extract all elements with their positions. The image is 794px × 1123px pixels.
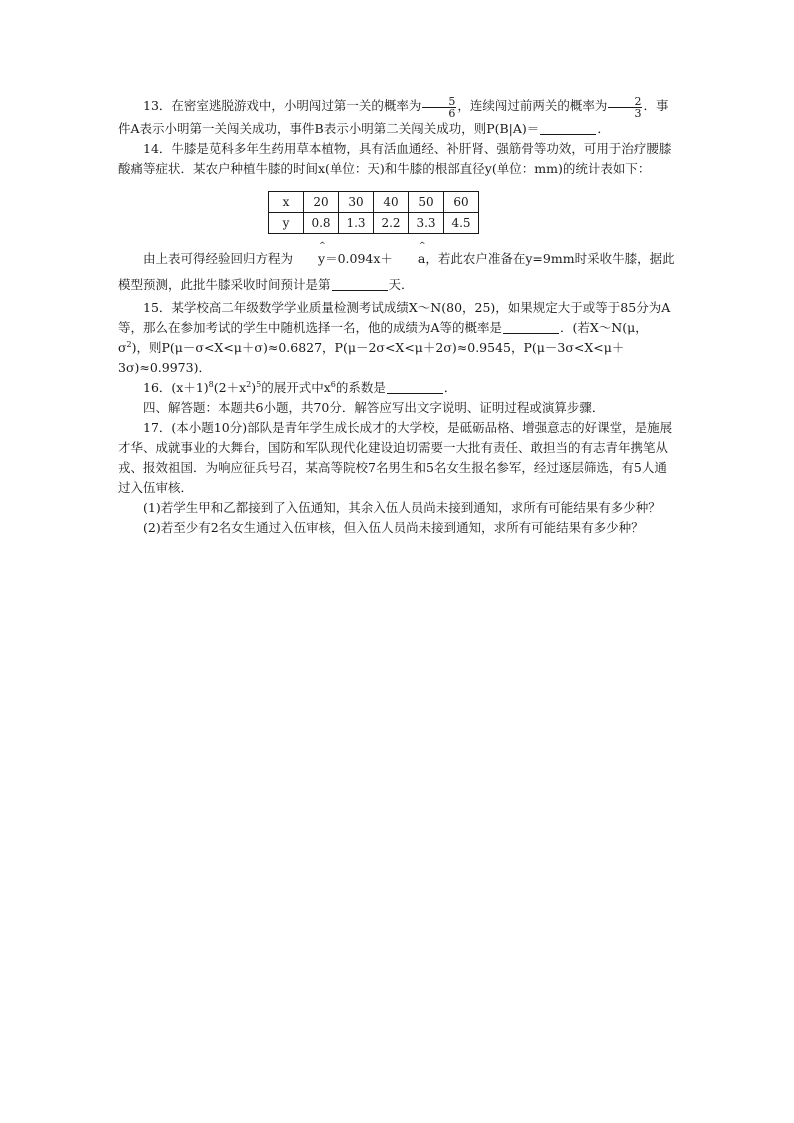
table-cell: 2.2 bbox=[374, 213, 409, 234]
table-cell: 4.5 bbox=[444, 213, 479, 234]
q16-text-d: 的展开式中x bbox=[261, 380, 331, 395]
table-cell: 20 bbox=[304, 192, 339, 213]
q16-sup-1: 8 bbox=[208, 380, 214, 389]
q13-text-c: ．事件A表示小明第一关闯关成功，事件B表示小明第二关闯关成功，则P(B|A)＝ bbox=[118, 98, 669, 136]
q15-text-c: )，则P(μ－σ<X<μ＋σ)≈0.6827，P(μ－2σ<X<μ＋2σ)≈0.9545，P(μ－3σ<X<μ＋3σ)≈0.9973)． bbox=[118, 340, 625, 375]
table-cell-label: x bbox=[269, 192, 304, 213]
q13-text-b: ，连续闯过前两关的概率为 bbox=[457, 98, 608, 113]
question-17-part-2: (2)若至少有2名女生通过入伍审核，但入伍人员尚未接到通知，求所有可能结果有多少种？ bbox=[143, 520, 644, 535]
question-16 bbox=[118, 378, 678, 398]
fraction-two-thirds: $\frac{2}{3}$ bbox=[608, 96, 642, 119]
q14-follow-c: 天． bbox=[388, 277, 414, 292]
q15-answer-blank bbox=[503, 321, 559, 334]
table-cell: 1.3 bbox=[339, 213, 374, 234]
table-row bbox=[269, 213, 479, 234]
q13-answer-blank bbox=[540, 122, 596, 135]
q13-text-a: 13．在密室逃脱游戏中，小明闯过第一关的概率为 bbox=[143, 98, 422, 113]
table-cell: 3.3 bbox=[409, 213, 444, 234]
q16-text-b: (2＋x bbox=[213, 380, 247, 395]
q15-text-a: 15．某学校高二年级数学学业质量检测考试成绩X～N(80，25)，如果规定大于或等于85分为A等，那么在参加考试的学生中随机选择一名，他的成绩为A等的概率是 bbox=[118, 300, 671, 335]
question-17-part-1: (1)若学生甲和乙都接到了入伍通知，其余入伍人员尚未接到通知，求所有可能结果有多少种？ bbox=[143, 500, 661, 515]
table-row bbox=[269, 192, 479, 213]
q16-text-c: ) bbox=[251, 380, 257, 395]
section-heading: 四、解答题：本题共6小题，共70分．解答应写出文字说明、证明过程或演算步骤． bbox=[143, 400, 605, 415]
table-cell: 60 bbox=[444, 192, 479, 213]
document-page bbox=[118, 96, 678, 538]
q16-text-e: 的系数是 bbox=[335, 380, 386, 395]
question-14-intro: 14．牛膝是苋科多年生药用草本植物，具有活血通经、补肝肾、强筋骨等功效，可用于治疗腰膝酸痛等症状．某农户种植牛膝的时间x(单位：天)和牛膝的根部直径y(单位：mm)的统计表如下： bbox=[118, 141, 672, 176]
q14-eq-mid: ＝0.094x＋ bbox=[325, 251, 393, 266]
table-cell: 40 bbox=[374, 192, 409, 213]
q14-follow-b: ，若此农户准备在y=9mm时采收牛膝，据此模型预测，此批牛膝采收时间预计是第 bbox=[118, 251, 675, 292]
q16-sup-4: 6 bbox=[330, 380, 336, 389]
q16-text-f: ． bbox=[443, 380, 457, 395]
table-cell-label: y bbox=[269, 213, 304, 234]
a-hat: ^ a bbox=[393, 246, 425, 272]
q16-answer-blank bbox=[387, 381, 443, 394]
table-cell: 50 bbox=[409, 192, 444, 213]
q15-sup: 2 bbox=[126, 340, 132, 349]
question-13 bbox=[118, 96, 678, 139]
q14-answer-blank bbox=[332, 278, 388, 291]
y-hat: ^ y bbox=[293, 246, 325, 272]
question-17-intro: 17．(本小题10分)部队是青年学生成长成才的大学校，是砥砺品格、增强意志的好课堂，是施展才华、成就事业的大舞台，国防和军队现代化建设迫切需要一大批有责任、敢担当的有志青年携笔从戎、报效祖国．为响应征兵号召，某高等院校7名男生和5名女生报名参军，经过逐层筛选，有5人通过入伍审核． bbox=[118, 420, 673, 495]
q16-text-a: 16．(x＋1) bbox=[143, 380, 209, 395]
question-14-follow bbox=[118, 246, 678, 298]
statistics-table bbox=[268, 191, 479, 234]
q14-follow-a: 由上表可得经验回归方程为 bbox=[143, 251, 294, 266]
q15-text-b: ．(若X～N(μ，σ bbox=[118, 320, 648, 355]
table-cell: 30 bbox=[339, 192, 374, 213]
question-15 bbox=[118, 298, 678, 378]
table-cell: 0.8 bbox=[304, 213, 339, 234]
q16-sup-3: 5 bbox=[256, 380, 262, 389]
fraction-five-sixths: $\frac{5}{6}$ bbox=[422, 96, 456, 119]
q13-text-d: ． bbox=[597, 121, 610, 136]
q16-sup-2: 2 bbox=[246, 380, 252, 389]
